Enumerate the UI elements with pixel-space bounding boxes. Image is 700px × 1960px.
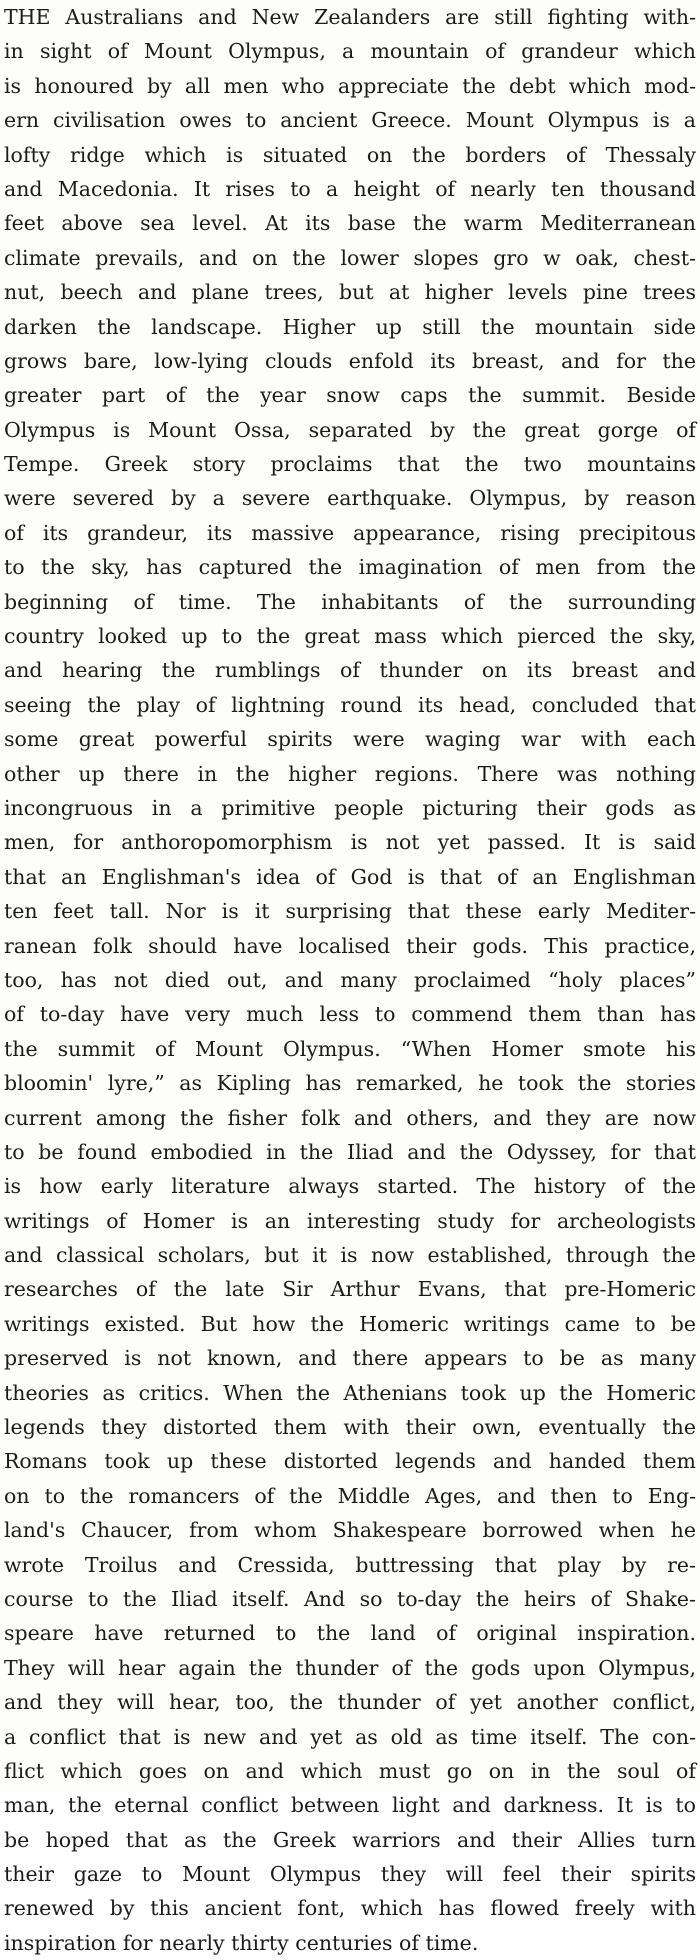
article-line: to the sky, has captured the imagination of men from the — [4, 555, 696, 580]
article-line: bloomin' lyre,” as Kipling has remarked, he took the stories — [4, 1071, 696, 1096]
article-line: and hearing the rumblings of thunder on its breast and — [4, 658, 696, 683]
article-line: land's Chaucer, from whom Shakespeare borrowed when he — [4, 1518, 696, 1543]
article-line: climate prevails, and on the lower slopes gro w oak, chest- — [4, 245, 696, 270]
article-line: their gaze to Mount Olympus they will feel their spirits — [4, 1862, 696, 1887]
article-line: is how early literature always started. The history of the — [4, 1174, 696, 1199]
article-line: writings existed. But how the Homeric writings came to be — [4, 1311, 696, 1336]
article-line: nut, beech and plane trees, but at higher levels pine trees — [4, 280, 696, 305]
article-line: current among the fisher folk and others, and they are now — [4, 1105, 696, 1130]
article-line: beginning of time. The inhabitants of the surrounding — [4, 589, 696, 614]
article-line: to be found embodied in the Iliad and the Odyssey, for that — [4, 1139, 696, 1164]
article-line: be hoped that as the Greek warriors and their Allies turn — [4, 1827, 696, 1852]
article-line: ern civilisation owes to ancient Greece. Mount Olympus is a — [4, 108, 696, 133]
article-line: preserved is not known, and there appears to be as many — [4, 1346, 696, 1371]
article-line: feet above sea level. At its base the warm Mediterranean — [4, 211, 696, 236]
article-line: grows bare, low-lying clouds enfold its breast, and for the — [4, 348, 696, 373]
article-line: and classical scholars, but it is now established, through the — [4, 1243, 696, 1268]
article-line: speare have returned to the land of original inspiration. — [4, 1621, 696, 1646]
article-line: writings of Homer is an interesting study for archeologists — [4, 1208, 696, 1233]
article-line: ten feet tall. Nor is it surprising that these early Mediter- — [4, 899, 696, 924]
article-line: a conflict that is new and yet as old as time itself. The con- — [4, 1724, 696, 1749]
article-line: Romans took up these distorted legends and handed them — [4, 1449, 696, 1474]
article-line: THE Australians and New Zealanders are still fighting with- — [4, 5, 696, 29]
article-line: They will hear again the thunder of the gods upon Olympus, — [4, 1655, 696, 1680]
article-line: course to the Iliad itself. And so to-day the heirs of Shake- — [4, 1586, 696, 1611]
article-line: were severed by a severe earthquake. Olympus, by reason — [4, 486, 696, 511]
article-line: greater part of the year snow caps the summit. Beside — [4, 383, 696, 408]
article-line: wrote Troilus and Cressida, buttressing that play by re- — [4, 1552, 696, 1577]
article-line: men, for anthoropomorphism is not yet passed. It is said — [4, 830, 696, 855]
article-line: renewed by this ancient font, which has flowed freely with — [4, 1896, 696, 1921]
article-line: other up there in the higher regions. There was nothing — [4, 761, 696, 786]
article-line: some great powerful spirits were waging war with each — [4, 727, 696, 752]
article-line: country looked up to the great mass which pierced the sky, — [4, 624, 696, 649]
article-line: the summit of Mount Olympus. “When Homer smote his — [4, 1036, 696, 1061]
article-line: legends they distorted them with their own, eventually the — [4, 1415, 696, 1440]
article-line: incongruous in a primitive people picturing their gods as — [4, 795, 696, 820]
article-line: seeing the play of lightning round its head, concluded that — [4, 692, 696, 717]
article-line: on to the romancers of the Middle Ages, and then to Eng- — [4, 1483, 696, 1508]
article-line: researches of the late Sir Arthur Evans, that pre-Homeric — [4, 1277, 696, 1302]
article-line: too, has not died out, and many proclaimed “holy places” — [4, 967, 696, 992]
article-line: and Macedonia. It rises to a height of nearly ten thousand — [4, 176, 696, 201]
article-line: Tempe. Greek story proclaims that the two mountains — [4, 452, 696, 477]
article-line: flict which goes on and which must go on in the soul of — [4, 1758, 696, 1783]
article-line: inspiration for nearly thirty centuries of time. — [4, 1930, 479, 1955]
article-line: that an Englishman's idea of God is that of an Englishman — [4, 864, 696, 889]
article-line: man, the eternal conflict between light and darkness. It is to — [4, 1793, 696, 1818]
article-line: is honoured by all men who appreciate the debt which mod- — [4, 73, 696, 98]
article-line: darken the landscape. Higher up still the mountain side — [4, 314, 696, 339]
article-line: theories as critics. When the Athenians took up the Homeric — [4, 1380, 696, 1405]
article-line: of to-day have very much less to commend them than has — [4, 1002, 696, 1027]
article-line: ranean folk should have localised their gods. This practice, — [4, 933, 696, 958]
article-line: lofty ridge which is situated on the borders of Thessaly — [4, 142, 696, 167]
article-line: in sight of Mount Olympus, a mountain of grandeur which — [4, 39, 696, 64]
article-line: Olympus is Mount Ossa, separated by the great gorge of — [4, 417, 696, 442]
article-line: and they will hear, too, the thunder of yet another conflict, — [4, 1690, 696, 1715]
article-line: of its grandeur, its massive appearance, rising precipitous — [4, 520, 696, 545]
